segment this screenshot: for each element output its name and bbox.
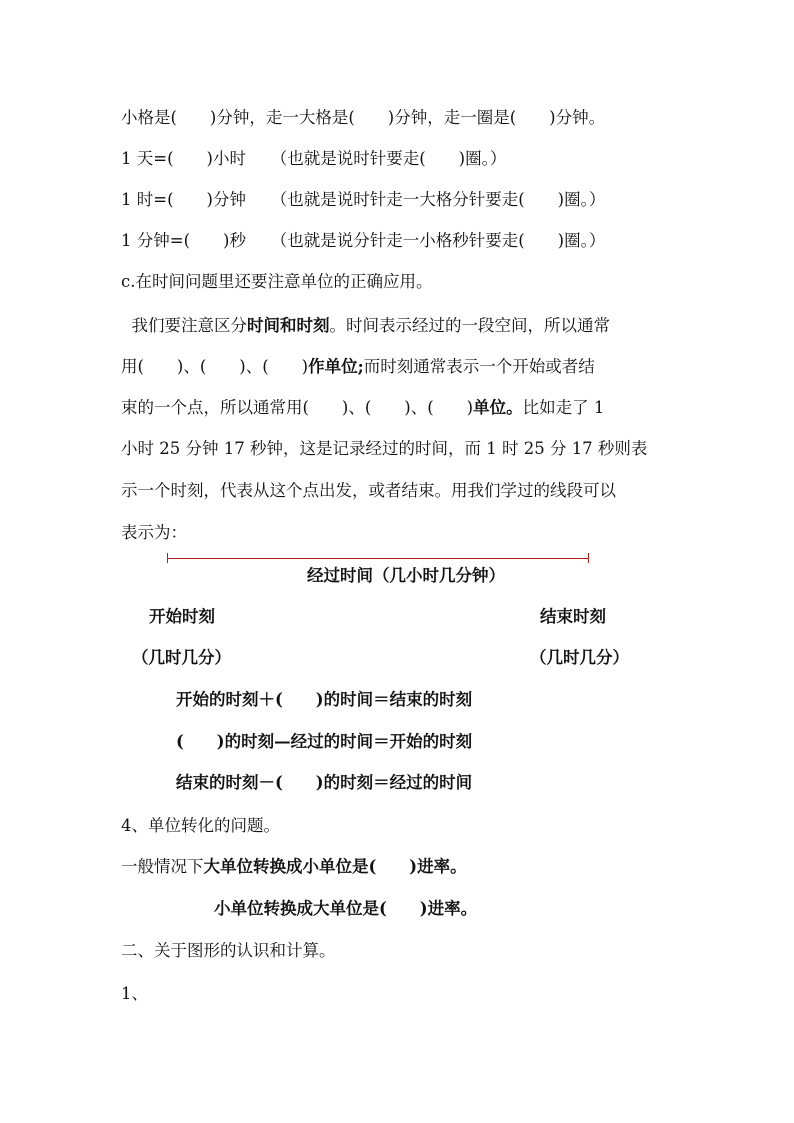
paragraph-text: 比如走了 1	[522, 398, 605, 417]
paragraph-line-4: 小时 25 分钟 17 秒钟，这是记录经过的时间，而 1 时 25 分 17 秒则表	[121, 439, 648, 458]
text-line-day: 1 天=( )小时 （也就是说时针要走( )圈。）	[121, 149, 507, 168]
formula-end-time: 开始的时刻＋( )的时间＝结束的时刻	[176, 690, 473, 709]
paragraph-line-2	[121, 356, 595, 378]
paragraph-line-6: 表示为：	[121, 523, 187, 542]
formula-start-time: ( )的时刻—经过的时间＝开始的时刻	[176, 732, 473, 751]
section-4-heading: 4、单位转化的问题。	[121, 816, 280, 835]
section-2-item-1: 1、	[121, 984, 148, 1003]
elapsed-time-label: 经过时间（几小时几分钟）	[307, 566, 505, 585]
end-time-sub: （几时几分）	[530, 648, 629, 667]
text-line-unit-note: c.在时间问题里还要注意单位的正确应用。	[121, 272, 433, 291]
unit-conversion-rule-1	[121, 856, 467, 878]
paragraph-text: 而时刻通常表示一个开始或者结	[363, 357, 595, 376]
start-time-sub: （几时几分）	[132, 648, 231, 667]
unit-conversion-rule-2: 小单位转换成大单位是( )进率。	[214, 899, 478, 918]
paragraph-text: 用( )、( )、( )	[121, 357, 309, 376]
paragraph-emphasis: 时间和时刻	[247, 316, 330, 335]
text-line-minute: 1 分钟=( )秒 （也就是说分针走一小格秒针要走( )圈。）	[121, 231, 606, 250]
paragraph-line-5: 示一个时刻，代表从这个点出发，或者结束。用我们学过的线段可以	[121, 481, 616, 500]
timeline-end-tick	[588, 553, 589, 563]
rule-emphasis: 大单位转换成小单位是( )进率。	[203, 857, 467, 876]
paragraph-line-3	[121, 397, 604, 419]
section-2-heading: 二、关于图形的认识和计算。	[121, 941, 336, 960]
paragraph-line-1	[121, 315, 610, 337]
paragraph-text: 我们要注意区分	[121, 316, 247, 335]
paragraph-text: 。时间表示经过的一段空间，所以通常	[329, 316, 610, 335]
end-time-label: 结束时刻	[540, 607, 606, 626]
paragraph-text: 束的一个点，所以通常用( )、( )、( )	[121, 398, 474, 417]
start-time-label: 开始时刻	[149, 607, 215, 626]
paragraph-emphasis: 作单位;	[308, 357, 364, 376]
text-line-hour: 1 时=( )分钟 （也就是说时针走一大格分针要走( )圈。）	[121, 190, 606, 209]
paragraph-emphasis: 单位。	[473, 398, 523, 417]
timeline-segment	[168, 558, 588, 559]
formula-elapsed-time: 结束的时刻－( )的时刻＝经过的时间	[176, 773, 473, 792]
rule-text: 一般情况下	[121, 857, 204, 876]
text-line-1: 小格是( )分钟，走一大格是( )分钟，走一圈是( )分钟。	[121, 108, 606, 127]
timeline-start-tick	[167, 553, 168, 563]
